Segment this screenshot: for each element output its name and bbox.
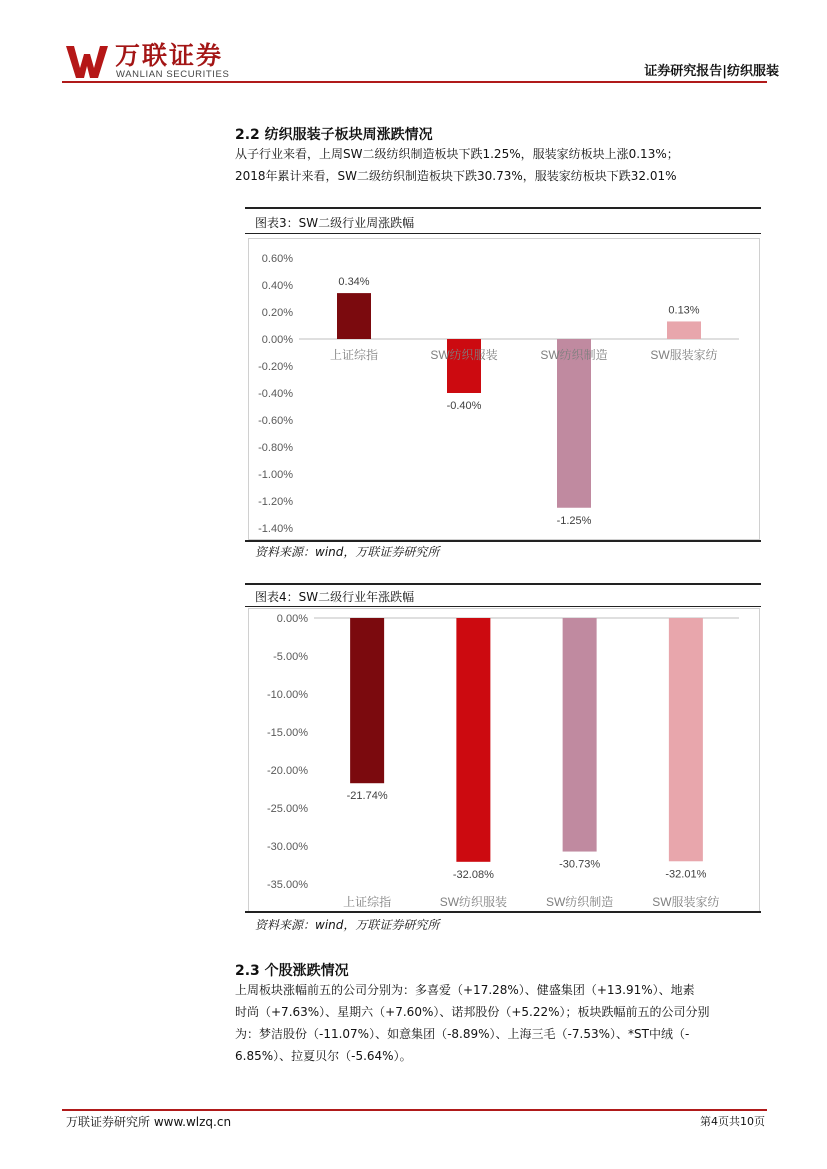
fig4-bar-2 <box>456 618 490 862</box>
fig3-ytick-label: 0.00% <box>261 334 293 346</box>
figure4-bar-chart <box>249 609 759 911</box>
fig4-ytick-label: -25.00% <box>267 803 308 815</box>
figure3-chart-frame <box>248 238 760 540</box>
fig3-bar-4 <box>667 321 701 339</box>
wanlian-logo-icon <box>66 46 108 78</box>
fig3-category-label-3: SW纺织制造 <box>540 348 608 362</box>
fig4-category-label-1: 上证综指 <box>343 895 392 909</box>
fig4-ytick-label: -15.00% <box>267 727 308 739</box>
fig4-data-label-4: -32.01% <box>665 868 707 881</box>
fig3-ytick-label: 0.40% <box>261 280 293 292</box>
fig4-ytick-label: -5.00% <box>273 651 308 663</box>
fig4-ytick-label: -30.00% <box>267 841 308 853</box>
figure3-source: 资料来源：wind，万联证券研究所 <box>255 545 440 559</box>
fig4-ytick-label: 0.00% <box>276 613 308 625</box>
fig4-ytick-label: -35.00% <box>267 879 308 891</box>
section-2-3-title: 2.3 个股涨跌情况 <box>235 963 349 979</box>
figure3-bar-chart <box>249 239 759 539</box>
fig4-bar-3 <box>563 618 597 852</box>
fig3-ytick-label: 0.60% <box>261 253 293 265</box>
section-2-3-line4: 6.85%）、拉夏贝尔（-5.64%）。 <box>235 1049 412 1063</box>
fig3-ytick-label: -0.80% <box>258 442 293 454</box>
footer-page-number: 第4页共10页 <box>700 1115 765 1128</box>
figure3-title: 图表3：SW二级行业周涨跌幅 <box>255 216 415 230</box>
fig3-ytick-label: -1.40% <box>258 523 293 535</box>
fig3-category-label-2: SW纺织服装 <box>430 348 498 362</box>
report-tag: 证券研究报告|纺织服装 <box>644 64 779 79</box>
section-2-2-paragraph-line1: 从子行业来看，上周SW二级纺织制造板块下跌1.25%，服装家纺板块上涨0.13%； <box>235 147 679 161</box>
figure3-top-rule <box>245 207 761 209</box>
fig3-category-label-1: 上证综指 <box>329 348 379 362</box>
fig4-ytick-label: -20.00% <box>267 765 308 777</box>
fig3-ytick-label: -0.20% <box>258 361 293 373</box>
fig3-data-label-1: 0.34% <box>338 276 370 289</box>
fig3-data-label-4: 0.13% <box>668 304 700 317</box>
section-2-3-line1: 上周板块涨幅前五的公司分别为：多喜爱（+17.28%）、健盛集团（+13.91%）、地素 <box>235 983 695 997</box>
figure3-bottom-rule <box>245 540 761 542</box>
fig3-ytick-label: 0.20% <box>261 307 293 319</box>
footer-divider <box>62 1109 767 1111</box>
fig4-category-label-2: SW纺织服装 <box>439 895 508 909</box>
fig4-category-label-3: SW纺织制造 <box>545 895 614 909</box>
fig4-data-label-1: -21.74% <box>346 790 388 803</box>
logo-text-en: WANLIAN SECURITIES <box>116 69 230 80</box>
fig3-data-label-3: -1.25% <box>556 514 592 527</box>
fig4-data-label-3: -30.73% <box>559 858 601 871</box>
figure4-chart-frame <box>248 608 760 912</box>
fig3-ytick-label: -1.00% <box>258 469 293 481</box>
fig4-category-label-4: SW服装家纺 <box>652 895 720 909</box>
figure4-bottom-rule <box>245 911 761 913</box>
figure3-title-rule <box>245 233 761 234</box>
section-2-3-line3: 为：梦洁股份（-11.07%）、如意集团（-8.89%）、上海三毛（-7.53%）、*ST中绒（- <box>235 1027 690 1041</box>
fig4-ytick-label: -10.00% <box>267 689 308 701</box>
fig3-bar-1 <box>337 293 371 339</box>
figure4-top-rule <box>245 583 761 585</box>
fig3-ytick-label: -1.20% <box>258 496 293 508</box>
footer-institute: 万联证券研究所 www.wlzq.cn <box>66 1115 232 1129</box>
header-divider <box>62 81 767 83</box>
fig3-category-label-4: SW服装家纺 <box>650 348 718 362</box>
fig4-data-label-2: -32.08% <box>452 868 494 881</box>
fig3-ytick-label: -0.40% <box>258 388 293 400</box>
section-2-2-paragraph-line2: 2018年累计来看，SW二级纺织制造板块下跌30.73%，服装家纺板块下跌32.01% <box>235 169 677 183</box>
fig4-bar-4 <box>669 618 703 861</box>
figure4-title-rule <box>245 606 761 607</box>
fig3-bar-3 <box>557 339 591 508</box>
section-2-2-title: 2.2 纺织服装子板块周涨跌情况 <box>235 127 433 143</box>
fig3-ytick-label: -0.60% <box>258 415 293 427</box>
section-2-3-line2: 时尚（+7.63%）、星期六（+7.60%）、诺邦股份（+5.22%）；板块跌幅前五的公司分别 <box>235 1005 710 1019</box>
logo-text-cn: 万联证券 <box>115 41 224 70</box>
fig4-bar-1 <box>350 618 384 783</box>
figure4-source: 资料来源：wind，万联证券研究所 <box>255 918 440 932</box>
fig3-data-label-2: -0.40% <box>446 400 482 412</box>
figure4-title: 图表4：SW二级行业年涨跌幅 <box>255 590 415 604</box>
